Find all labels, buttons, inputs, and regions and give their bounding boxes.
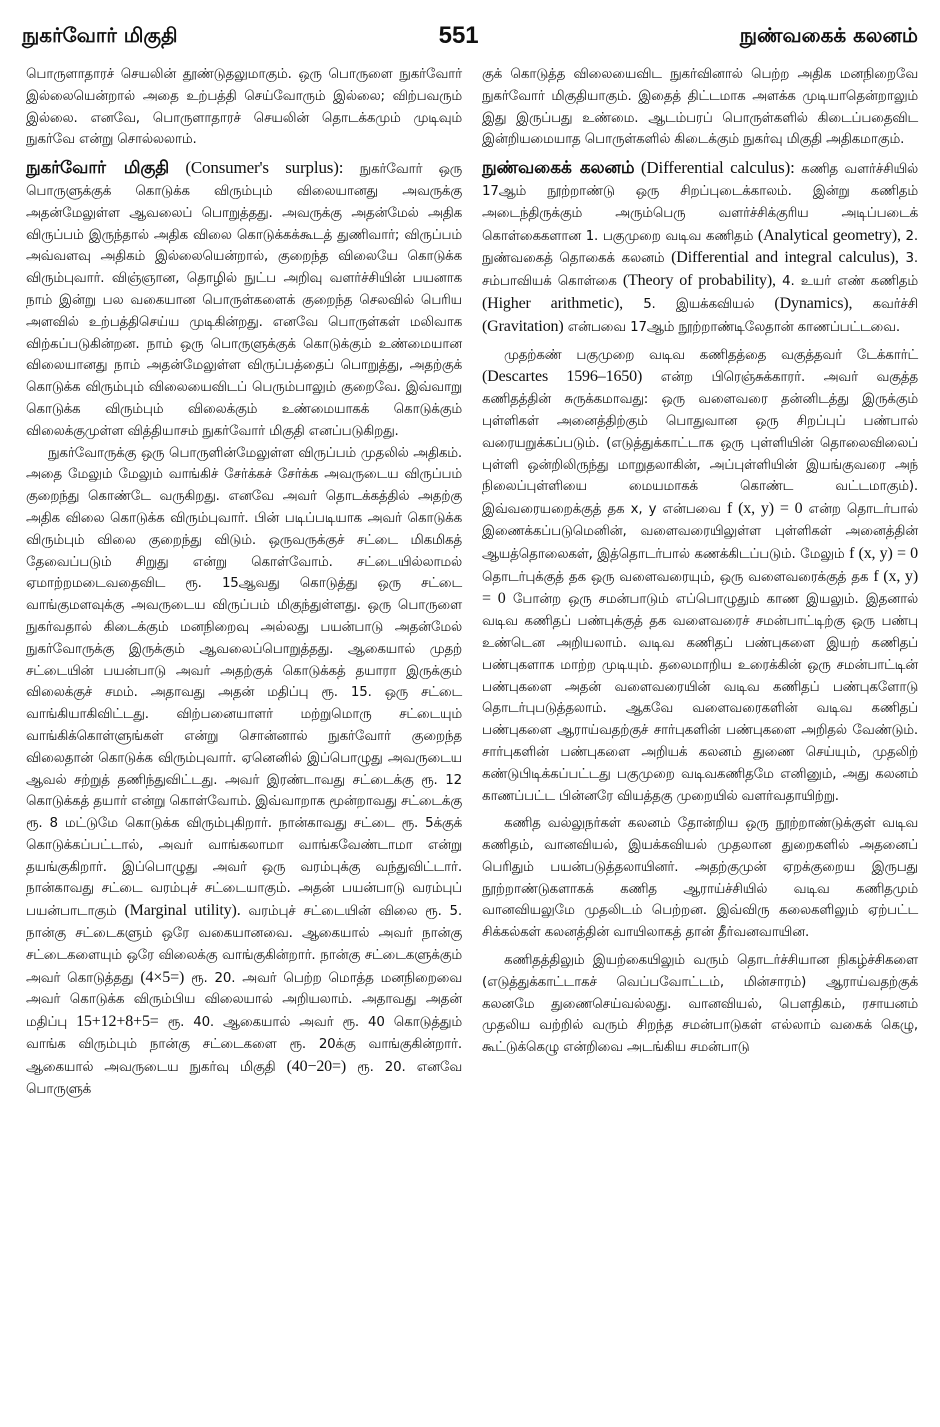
paragraph-text: வரம்புச் சட்டையின் விலை ரூ. 5. நான்கு சட்டைகளும் ஒரே வகையானவை. ஆகையால் அவர் நான்கு சட்டைகளையும் ஒரே விலைக்கு வாங்குகின்றார். நான்கு சட்டைகளுக்கும் அவர் கொடுத்தது: [26, 904, 462, 986]
running-header: [22, 18, 918, 54]
formula: f (x, y) = 0: [849, 544, 918, 562]
paragraph: [26, 443, 462, 1101]
paragraph: குக் கொடுத்த விலையைவிட நுகர்வினால் பெற்ற அதிக மனநிறைவே நுகர்வோர் மிகுதியாகும். இதைத் திட்டமாக அளக்க முடியாதென்றாலும் இது இருப்பது உண்மை. ஆடம்பரப் பொருள்களில் கிடைப்பதைவிட இன்றியமையாத பொருள்களில் கிடைக்கும் நுகர்வு மிகுதி அதிகமாகும்.: [482, 67, 918, 148]
formula: 15+12+8+5=: [76, 1013, 159, 1031]
paragraph: [482, 345, 918, 808]
page-number: 551: [438, 22, 479, 49]
english-term: (Gravitation): [482, 317, 564, 335]
english-term: (Marginal utility).: [124, 902, 241, 920]
paragraph-text: ரூ. 20. அவர் பெற்ற மொத்த மனநிறைவை அவர் கொடுக்க விரும்பிய விலையால் அறியலாம். அதாவது அதன் மதிப்பு: [26, 970, 462, 1031]
header-right-title: நுண்வகைக் கலனம்: [739, 22, 918, 47]
paragraph-text: தொடர்புக்குத் தக ஒரு வளைவரையும், ஒரு வளைவரைக்குத் தக: [482, 569, 869, 585]
english-term: (Higher arithmetic),: [482, 294, 624, 312]
english-term: (Differential and integral calculus),: [671, 249, 899, 267]
paragraph: கணிதத்திலும் இயற்கையிலும் வரும் தொடர்ச்சியான நிகழ்ச்சிகளை (எடுத்துக்காட்டாகச் வெப்பவோட்டம், மின்சாரம்) ஆராய்வதற்குக் கலனமே துணைசெய்வல்லது. வானவியல், பௌதிகம், ரசாயனம் முதலிய வற்றில் வரும் சிறந்த சமன்பாடுகள் எல்லாம் வகைக் கெழு, கூட்டுக்கெழு என்றிவை அடங்கிய சமன்பாடு: [482, 953, 918, 1056]
paragraph: கணித வல்லுநர்கள் கலனம் தோன்றிய ஒரு நூற்றாண்டுக்குள் வடிவ கணிதம், வானவியல், இயக்கவியல் முதலான துறைகளில் அதனைப் பெரிதும் பயன்படுத்தலாயினர். அதற்குமுன் ஏறக்குறைய இருபது நூற்றாண்டுகளாகக் கணித ஆராய்ச்சியில் வடிவ கணிதமும் வானவியலுமே முதலிடம் பெற்றன. இவ்விரு கலைகளிலும் ஏற்பட்ட சிக்கல்கள் கலனத்தின் வாயிலாகத் தான் தீர்வனவாயின.: [482, 816, 918, 941]
entry-text: கவர்ச்சி: [872, 296, 919, 312]
left-column: [26, 64, 462, 1100]
english-term: (Analytical geometry),: [757, 226, 901, 244]
entry-title-tamil: நுண்வகைக் கலனம்: [482, 158, 635, 179]
header-left-title: நுகர்வோர் மிகுதி: [22, 22, 178, 47]
english-term: (Descartes 1596–1650): [482, 368, 643, 386]
entry-differential-calculus: [482, 157, 918, 338]
paragraph-text: என்ற பிரெஞ்சுக்காரர். அவர் வகுத்த கணிதத்தின் சுருக்கமாவது: ஒரு வளைவரை தன்னிடத்து இருக்கும் புள்ளிகள் அனைத்திற்கும் பொதுவான ஒரு சிறப்புப் பண்பால் வரையறுக்கப்படும். (எடுத்துக்காட்டாக ஒரு புள்ளியின் தொலைவிலைப் புள்ளி ஒன்றிலிருந்து மாறுதலாகின், அப்புள்ளியின் இயங்குவரை அந் நிலைப்புள்ளியை மையமாகக் கொண்ட வட்டமாகும்). இவ்வரையறைக்குத் தக x, y என்பவை: [482, 370, 918, 518]
entry-text: 3. சம்பாவியக் கொள்கை: [482, 251, 918, 290]
entry-consumers-surplus: [26, 157, 462, 442]
english-term: (Dynamics),: [774, 294, 853, 312]
paragraph-text: போன்ற ஒரு சமன்பாடும் எப்பொழுதும் காண இயலும். இதனால் வடிவ கணிதப் பண்புக்குத் தக வளைவரைச் சமன்பாட்டிற்கு ஒரு பண்பு உண்டென அறியலாம். வடிவ கணிதப் பண்புகளை இயற் கணிதப் பண்புகளாக மாற்ற முடியும். தலைமாறிய உரைக்கின் ஒரு சமன்பாட்டின் பண்புகளை அதன் வளைவரையின் வடிவ கணிதப் பண்புகளோடு தொடர்புபடுத்தலாம். ஆகவே வளைவரைகளின் வடிவ கணிதப் பண்புகளை ஆராய்வதற்குச் சார்புகளின் பண்புகளை அறிதல் வேண்டும். சார்புகளின் பண்புகளை அறியக் கலனம் துணை செய்யும், முதலிற் கண்டுபிடிக்கப்பட்டது பகுமுறை வடிவகணிதமே எனினும், அது கலனம் காணப்பட்ட பின்னரே வியத்தகு முறையில் வளர்வதாயிற்று.: [482, 592, 919, 804]
entry-text: 4. உயர் எண் கணிதம்: [782, 274, 918, 290]
formula: (40−20=): [286, 1057, 347, 1075]
paragraph-text: என்ற தொடர்பால் இணைக்கப்படுமெனின், வளைவரையிலுள்ள புள்ளிகள் அனைத்தின் ஆயத்தொலைகள், இத்தொடர்பால் கணக்கிடப்படும். மேலும்: [482, 502, 919, 562]
entry-text: 2. நுண்வகைத் தொகைக் கலனம்: [482, 228, 919, 267]
formula: (4×5=): [140, 968, 185, 986]
paragraph-text: ரூ. 40. ஆகையால் அவர் ரூ. 40 கொடுத்தும் வாங்க விரும்பும் நான்கு சட்டைகளை ரூ. 20க்கு வாங்குகின்றார். ஆகையால் அவருடைய நுகர்வு மிகுதி: [26, 1015, 462, 1075]
english-term: (Theory of probability),: [622, 272, 776, 290]
entry-text: என்பவை 17ஆம் நூற்றாண்டிலேதான் காணப்பட்டவை.: [567, 319, 900, 335]
entry-text: நுகர்வோர் ஒரு பொருளுக்குக் கொடுக்க விரும்பும் விலையானது அவருக்கு அதன்மேலுள்ள ஆவலைப் பொறுத்தது. அவருக்கு அதன்மேல் அதிக விருப்பம் இருந்தால் அதிக விலை கொடுக்கக்கூடத் துணிவார்; விருப்பம் அவ்வளவு அதிகம் இல்லையென்றால், குறைந்த விலையே கொடுக்க விரும்புவார். விஞ்ஞான, தொழில் நுட்ப அறிவு வளர்ச்சியின் பயனாக நாம் இன்று பல வகையான பொருள்களைக் குறைந்த செலவில் பெரிய அளவில் உற்பத்திசெய்ய முடிகின்றது. எனவே பொருள்கள் மலிவாக விற்கப்படுகின்றன. நாம் ஒரு பொருளுக்குக் கொடுக்கும் உண்மையான விலையானது நாம் அதன்மேலுள்ள விருப்பத்தைப் பொறுத்து, அதற்குக் கொடுக்க விரும்பும் விலையைவிடப் பெரும்பாலும் குறைவே. இவ்வாறு கொடுக்க விரும்பும் விலைக்கும் உண்மையாகக் கொடுக்கும் விலைக்குமுள்ள வித்தியாசம் நுகர்வோர் மிகுதி எனப்படுகிறது.: [26, 162, 462, 439]
formula: f (x, y) = 0: [482, 567, 918, 608]
entry-title-english: (Differential calculus):: [640, 158, 795, 178]
entry-title-tamil: நுகர்வோர் மிகுதி: [26, 158, 169, 179]
paragraph-text: நுகர்வோருக்கு ஒரு பொருளின்மேலுள்ள விருப்பம் முதலில் அதிகம். அதை மேலும் மேலும் வாங்கிச் சேர்க்கச் சேர்க்க அவருடைய விருப்பம் குறைந்து கொண்டே வருகிறது. எனவே அவர் தொடக்கத்தில் அதற்கு அதிக விலை கொடுக்க விரும்புவார். பின் படிப்படியாக அவர் கொடுக்க விரும்பும் விலை குறைந்து விடும். ஒருவருக்குச் சட்டை மிகமிகத் தேவைப்படும் சிறுது என்று கொள்வோம். சட்டையில்லாமல் ஏமாற்றமடைவதைவிட ரூ. 15ஆவது கொடுத்து ஒரு சட்டை வாங்குமளவுக்கு அவருடைய விருப்பம் மிகுந்துள்ளது. ஒரு பொருளை நுகர்வதால் கிடைக்கும் மனநிறைவு அல்லது பயன்பாடு அதன்மேல் நுகர்வோருக்கு இருக்கும் ஆவலைப்பொறுத்தது. ஆகையால் முதற் சட்டையின் பயன்பாடு அவர் அதற்குக் கொடுக்கத் தயாரா இருக்கும் விலைக்குச் சமம். அதாவது அதன் மதிப்பு ரூ. 15. ஒரு சட்டை வாங்கியாகிவிட்டது. விற்பனையாளர் மற்றுமொரு சட்டையும் வாங்கிக்கொள்ளுங்கள் என்று சொன்னால் நுகர்வோர் குறைந்த விலைதான் கொடுக்க விரும்புவார். ஏனெனில் இப்பொழுது அவருடைய ஆவல் சற்றுத் தணிந்துவிட்டது. அவர் இரண்டாவது சட்டைக்கு ரூ. 12 கொடுக்கத் தயார் என்று கொள்வோம். இவ்வாறாக மூன்றாவது சட்டைக்கு ரூ. 8 மட்டுமே கொடுக்க விரும்புகிறார். நான்காவது சட்டை ரூ. 5க்குக் கொடுக்கப்பட்டால், அவர் வாங்கலாமா வாங்கவேண்டாமா என்று தயங்குகிறார். இப்பொழுது அவர் ஒரு வரம்புக்கு வந்துவிட்டார். நான்காவது சட்டை வரம்புச் சட்டையாகும். அதன் பயன்பாடு வரம்புப் பயன்பாடாகும்: [26, 445, 462, 920]
paragraph: பொருளாதாரச் செயலின் தூண்டுதலுமாகும். ஒரு பொருளை நுகர்வோர் இல்லையென்றால் அதை உற்பத்தி செய்வோரும் இல்லை; விற்பவரும் இல்லை. எனவே, பொருளாதாரச் செயலின் தொடக்கமும் முடிவும் நுகர்வே என்று சொல்லலாம்.: [26, 67, 462, 148]
formula: f (x, y) = 0: [727, 500, 803, 518]
entry-title-english: (Consumer's surplus):: [185, 158, 344, 178]
paragraph-text: முதற்கண் பகுமுறை வடிவ கணிதத்தை வகுத்தவர் டேக்கார்ட்: [504, 347, 918, 363]
paragraph-text: ரூ. 20. எனவே பொருளுக்: [26, 1059, 463, 1097]
entry-text: கணித வளர்ச்சியில் 17ஆம் நூற்றாண்டு ஒரு சிறப்புடைக்காலம். இன்று கணிதம் அடைந்திருக்கும் அரும்பெரு வளர்ச்சிக்குரிய அடிப்படைக் கொள்கைகளான 1. பகுமுறை வடிவ கணிதம்: [482, 162, 919, 244]
entry-text: 5. இயக்கவியல்: [643, 296, 755, 312]
right-column: [482, 64, 918, 1059]
